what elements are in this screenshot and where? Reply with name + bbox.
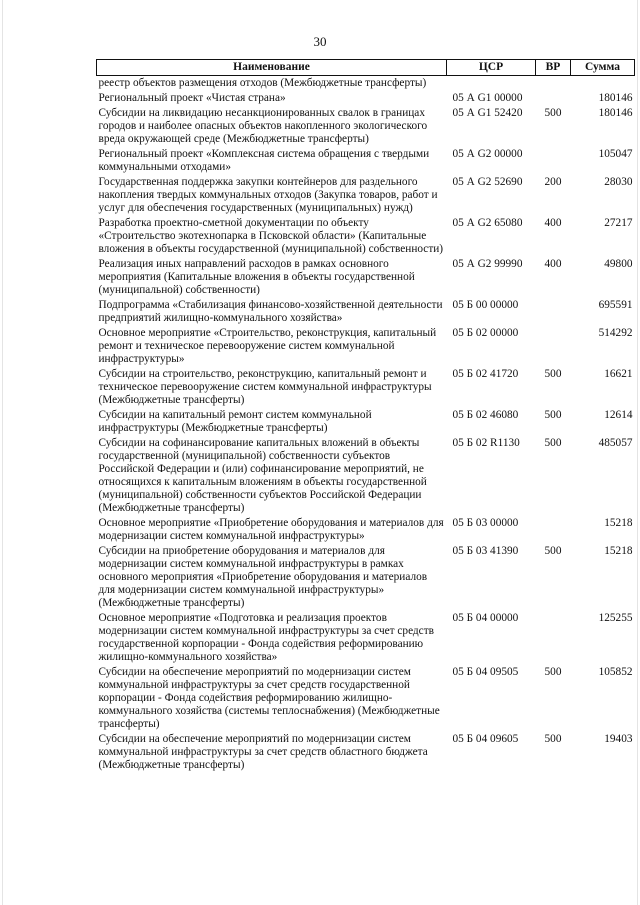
row-sum: 15218 [604,517,633,529]
row-name: Основное мероприятие «Приобретение оборудования и материалов для модернизации систем коммунальной инфраструктуры» [98,517,444,542]
table-row [97,92,635,107]
row-sum: 28030 [604,176,633,188]
scan-edge-right [637,0,638,905]
row-name: Основное мероприятие «Строительство, реконструкция, капитальный ремонт и техническое перевооружение систем коммунальной инфраструктуры» [98,327,437,365]
row-name: Субсидии на капитальный ремонт систем коммунальной инфраструктуры (Межбюджетные трансферты) [98,409,372,434]
row-name: Субсидии на приобретение оборудования и материалов для модернизации систем коммунальной инфраструктуры в рамках основного мероприятия «Приобретение оборудования и материалов для модернизации систем коммунальной инфраструктуры» (Межбюджетные трансферты) [98,545,428,609]
row-name: Основное мероприятие «Подготовка и реализация проектов модернизации систем коммунальной инфраструктуры за счет средств государственной корпорации - Фонда содействия реформированию жилищно-коммунального хозяйства» [98,612,434,663]
table-row [97,176,635,217]
header-name: Наименование [97,60,447,76]
row-csr: 05 Б 00 00000 [452,299,519,311]
row-vr [536,299,571,327]
header-csr: ЦСР [447,60,536,76]
row-csr: 05 А G2 00000 [452,148,523,160]
row-sum: 180146 [598,92,633,104]
scan-edge-left [2,0,3,905]
row-name: Реализация иных направлений расходов в рамках основного мероприятия (Капитальные вложения в объекты государственной (муниципальной) собственности) [98,258,415,296]
row-name: Субсидии на ликвидацию несанкционированных свалок в границах городов и наиболее опасных объектов накопленного экологического вреда окружающей среде (Межбюджетные трансферты) [98,107,428,145]
row-vr [536,92,571,107]
table-header-row [97,60,635,76]
row-name: Разработка проектно-сметной документации по объекту «Строительство экотехнопарка в Псковской области» (Капитальные вложения в объекты государственной (муниципальной) собственности) [98,217,444,255]
row-name: Региональный проект «Комплексная система обращения с твердыми коммунальными отходами» [98,148,430,173]
row-name: Подпрограмма «Стабилизация финансово-хозяйственной деятельности предприятий жилищно-коммунального хозяйства» [98,299,443,324]
row-sum: 12614 [604,409,633,421]
table-row [97,107,635,148]
row-sum: 180146 [598,107,633,119]
row-csr: 05 Б 02 R1130 [452,437,520,449]
row-csr: 05 А G2 99990 [452,258,523,270]
row-vr: 500 [544,733,562,745]
row-vr: 500 [544,666,562,678]
row-name: Государственная поддержка закупки контейнеров для раздельного накопления твердых коммунальных отходов (Закупка товаров, работ и услуг для обеспечения государственных (муниципальных) нужд) [98,176,438,214]
row-sum: 27217 [604,217,633,229]
header-sum: Сумма [571,60,635,76]
table-row [97,299,635,327]
row-name: Субсидии на строительство, реконструкцию, капитальный ремонт и техническое перевооружение систем коммунальной инфраструктуры (Межбюджетные трансферты) [98,368,432,406]
row-name: Субсидии на софинансирование капитальных вложений в объекты государственной (муниципальной) собственности субъектов Российской Федерации и (или) софинансирование мероприятий, не относящихся к капитальным вложениям в объекты государственной (муниципальной) собственности субъектов Российской Федерации (Межбюджетные трансферты) [98,437,427,514]
row-vr: 500 [544,437,562,449]
table-row [97,258,635,299]
row-vr: 400 [544,217,562,229]
table-row [97,545,635,612]
row-sum: 16621 [604,368,633,380]
table-row [97,409,635,437]
row-sum: 49800 [604,258,633,270]
row-csr: 05 А G1 52420 [452,107,523,119]
table-row [97,148,635,176]
row-name: реестр объектов размещения отходов (Межбюджетные трансферты) [98,77,427,89]
row-vr [536,517,571,545]
row-csr: 05 А G1 00000 [452,92,523,104]
row-csr: 05 А G2 52690 [452,176,523,188]
table-row [97,733,635,774]
row-csr: 05 Б 02 00000 [452,327,519,339]
page-number: 30 [313,34,327,49]
row-vr: 500 [544,545,562,557]
table-row [97,76,635,93]
table-body [97,76,635,775]
row-sum: 514292 [598,327,633,339]
row-sum: 485057 [598,437,633,449]
row-sum [571,76,635,93]
row-sum: 695591 [598,299,633,311]
row-csr: 05 Б 04 09605 [452,733,519,745]
row-csr: 05 А G2 65080 [452,217,523,229]
row-name: Региональный проект «Чистая страна» [98,92,286,104]
row-csr [447,76,536,93]
row-vr [536,76,571,93]
table-row [97,612,635,666]
row-vr [536,327,571,368]
row-vr: 400 [544,258,562,270]
row-vr: 500 [544,409,562,421]
row-vr: 500 [544,107,562,119]
row-csr: 05 Б 03 41390 [452,545,519,557]
row-name: Субсидии на обеспечение мероприятий по модернизации систем коммунальной инфраструктуры за счет средств государственной корпорации - Фонда содействия реформированию жилищно-коммунального хозяйства (системы теплоснабжения) (Межбюджетные трансферты) [98,666,440,730]
row-sum: 105852 [598,666,633,678]
row-sum: 19403 [604,733,633,745]
row-csr: 05 Б 03 00000 [452,517,519,529]
row-sum: 105047 [598,148,633,160]
table-row [97,327,635,368]
row-csr: 05 Б 04 00000 [452,612,519,624]
row-vr [536,148,571,176]
row-sum: 15218 [604,545,633,557]
row-csr: 05 Б 04 09505 [452,666,519,678]
row-sum: 125255 [598,612,633,624]
table-row [97,368,635,409]
row-vr: 200 [544,176,562,188]
row-name: Субсидии на обеспечение мероприятий по модернизации систем коммунальной инфраструктуры за счет средств областного бюджета (Межбюджетные трансферты) [98,733,428,771]
row-csr: 05 Б 02 46080 [452,409,519,421]
header-vr: ВР [536,60,571,76]
table-row [97,666,635,733]
row-vr [536,612,571,666]
row-vr: 500 [544,368,562,380]
table-row [97,517,635,545]
table-row [97,217,635,258]
table-row [97,437,635,517]
budget-table [96,59,635,774]
row-csr: 05 Б 02 41720 [452,368,519,380]
